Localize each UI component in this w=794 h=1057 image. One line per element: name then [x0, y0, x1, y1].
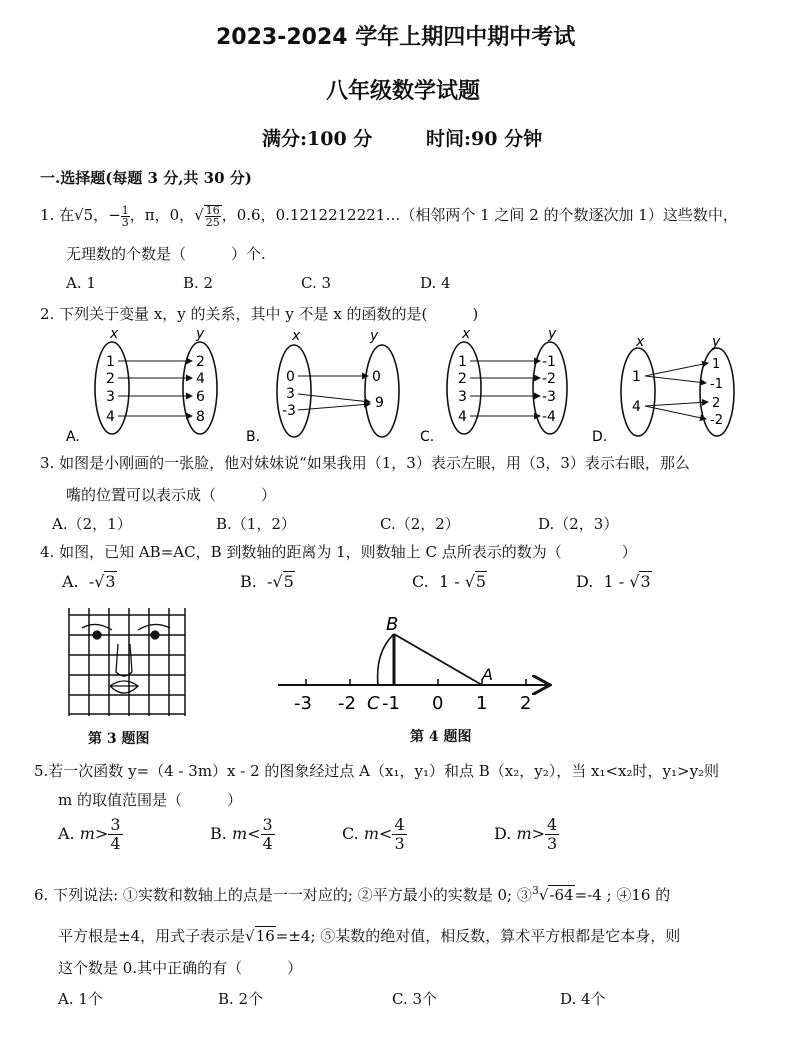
q4-option-c: C. 1 - √5: [412, 572, 487, 591]
y-val: -2: [710, 413, 723, 428]
q1-option-c: C. 3: [301, 274, 332, 292]
question-5-line2: m 的取值范围是（ ）: [58, 791, 242, 809]
q6-option-a: A. 1个: [58, 990, 103, 1008]
point-b-label: B: [386, 614, 399, 635]
point-a-label: A: [482, 665, 493, 684]
figure-4-caption: 第 4 题图: [410, 729, 472, 745]
y-label: y: [196, 326, 205, 342]
tick-label: -3: [294, 693, 312, 714]
x-val: 3: [106, 389, 115, 405]
y-val: 2: [196, 354, 205, 370]
diagram-c: [420, 326, 567, 445]
y-label: y: [548, 326, 557, 342]
x-label: x: [292, 328, 301, 344]
exam-time: 时间:90 分钟: [426, 128, 543, 150]
exam-subtitle: 八年级数学试题: [326, 79, 481, 104]
y-label: y: [370, 328, 379, 344]
q4-option-a: A. -√3: [62, 572, 116, 591]
q3-option-a: A.（2，1）: [52, 515, 132, 533]
x-val: 2: [458, 371, 467, 387]
q5-option-d: D. m> $\frac{4}{3}$: [494, 815, 558, 853]
y-val: -1: [542, 354, 556, 370]
q3-option-b: B.（1，2）: [216, 515, 296, 533]
q1-text: 1. 在: [40, 206, 75, 224]
question-4-stem: 4. 如图，已知 AB=AC，B 到数轴的距离为 1，则数轴上 C 点所表示的数为（ ）: [40, 543, 637, 561]
tick-label: 1: [476, 693, 488, 714]
q5-option-a: A. m> $\frac{3}{4}$: [58, 815, 121, 853]
x-val: -3: [282, 403, 296, 419]
y-val: -2: [542, 371, 556, 387]
y-val: 1: [712, 357, 721, 372]
y-label: y: [712, 334, 721, 350]
question-6-line1: 6. 下列说法: ①实数和数轴上的点是一一对应的; ②平方最小的实数是 0; ③$^3$√-64=-4 ; ④16 的: [34, 884, 671, 904]
tick-label: 2: [520, 693, 532, 714]
q1-text: ，π，0，: [129, 206, 195, 224]
y-val: 6: [196, 389, 205, 405]
cube-radicand: -64: [549, 886, 574, 904]
y-val: 8: [196, 409, 205, 425]
tick-label: C: [367, 693, 380, 714]
option-letter: B.: [246, 429, 261, 445]
y-val: -3: [542, 389, 556, 405]
diagram-d: [592, 334, 734, 445]
x-val: 3: [458, 389, 467, 405]
x-val: 1: [106, 354, 115, 370]
q3-option-c: C.（2，2）: [380, 515, 460, 533]
q6-option-d: D. 4个: [560, 990, 606, 1008]
x-val: 1: [458, 354, 467, 370]
y-val: -4: [542, 409, 556, 425]
exam-title: 2023-2024 学年上期四中期中考试: [216, 25, 576, 50]
sqrt5: √5: [74, 206, 94, 224]
question-3-line2: 嘴的位置可以表示成（ ）: [66, 486, 277, 504]
x-label: x: [636, 334, 645, 350]
q1-option-b: B. 2: [183, 274, 214, 292]
x-val: 4: [458, 409, 467, 425]
x-val: 4: [106, 409, 115, 425]
x-val: 4: [632, 399, 641, 415]
x-val: 2: [106, 371, 115, 387]
q3-option-d: D.（2，3）: [538, 515, 619, 533]
question-2-stem: 2. 下列关于变量 x，y 的关系，其中 y 不是 x 的函数的是( ): [40, 305, 479, 323]
option-letter: A.: [66, 429, 80, 445]
tick-label: -1: [382, 693, 400, 714]
option-letter: C.: [420, 429, 435, 445]
question-1-line2: 无理数的个数是（ ）个.: [66, 245, 266, 263]
y-val: 0: [372, 369, 381, 385]
full-score: 满分:100 分: [262, 128, 373, 150]
question-5-line1: 5.若一次函数 y=（4 - 3m）x - 2 的图象经过点 A（x₁，y₁）和点 B（x₂，y₂），当 x₁<x₂时，y₁>y₂则: [34, 762, 720, 780]
q5-option-b: B. m< $\frac{3}{4}$: [210, 815, 273, 853]
option-letter: D.: [592, 429, 608, 445]
q6-option-c: C. 3个: [392, 990, 438, 1008]
q4-option-d: D. 1 - √3: [576, 572, 651, 591]
x-val: 0: [286, 369, 295, 385]
q2-mapping-diagrams: [60, 326, 760, 446]
q1-text: ，0.6，0.1212212221…（相邻两个 1 之间 2 的个数逐次加 1）这些数中，: [221, 206, 738, 224]
section-heading: 一.选择题(每题 3 分,共 30 分): [40, 169, 252, 187]
number-line-figure: [274, 610, 556, 720]
sqrt-fraction: $\frac{16}{25}$: [205, 203, 220, 229]
cube-root-index: 3: [531, 884, 539, 897]
x-val: 1: [632, 369, 641, 385]
q6-option-b: B. 2个: [218, 990, 264, 1008]
fraction: $\frac{1}{3}$: [121, 203, 129, 229]
x-val: 3: [286, 386, 295, 402]
q4-option-b: B. -√5: [240, 572, 294, 591]
x-label: x: [462, 326, 471, 342]
q1-option-a: A. 1: [66, 274, 96, 292]
tick-label: 0: [432, 693, 444, 714]
face-grid-figure: [66, 606, 188, 718]
y-val: -1: [710, 377, 723, 392]
sqrt-16: 16: [255, 927, 275, 945]
question-6-line2: 平方根是±4，用式子表示是√16=±4; ⑤某数的绝对值，相反数，算术平方根都是它本身，则: [58, 927, 681, 945]
y-val: 2: [712, 396, 721, 411]
diagram-b: [246, 328, 399, 445]
q5-option-c: C. m< $\frac{4}{3}$: [342, 815, 405, 853]
question-6-line3: 这个数是 0.其中正确的有（ ）: [58, 959, 303, 977]
y-val: 9: [375, 395, 384, 411]
figure-3-caption: 第 3 题图: [88, 731, 150, 747]
tick-label: -2: [338, 693, 356, 714]
q1-option-d: D. 4: [420, 274, 451, 292]
diagram-a: [66, 326, 217, 445]
question-1-line1: 1. 在√5，− $\frac{1}{3}$ ，π，0，√ $\frac{16}{25}$ ，0.6，0.1212212221…（相邻两个 1 之间 2 的个数逐次加 1）这些数中，: [40, 203, 738, 229]
x-label: x: [110, 326, 119, 342]
question-3-line1: 3. 如图是小刚画的一张脸，他对妹妹说“如果我用（1，3）表示左眼，用（3，3）表示右眼，那么: [40, 454, 690, 472]
y-val: 4: [196, 371, 205, 387]
q1-text: ，−: [93, 206, 121, 224]
